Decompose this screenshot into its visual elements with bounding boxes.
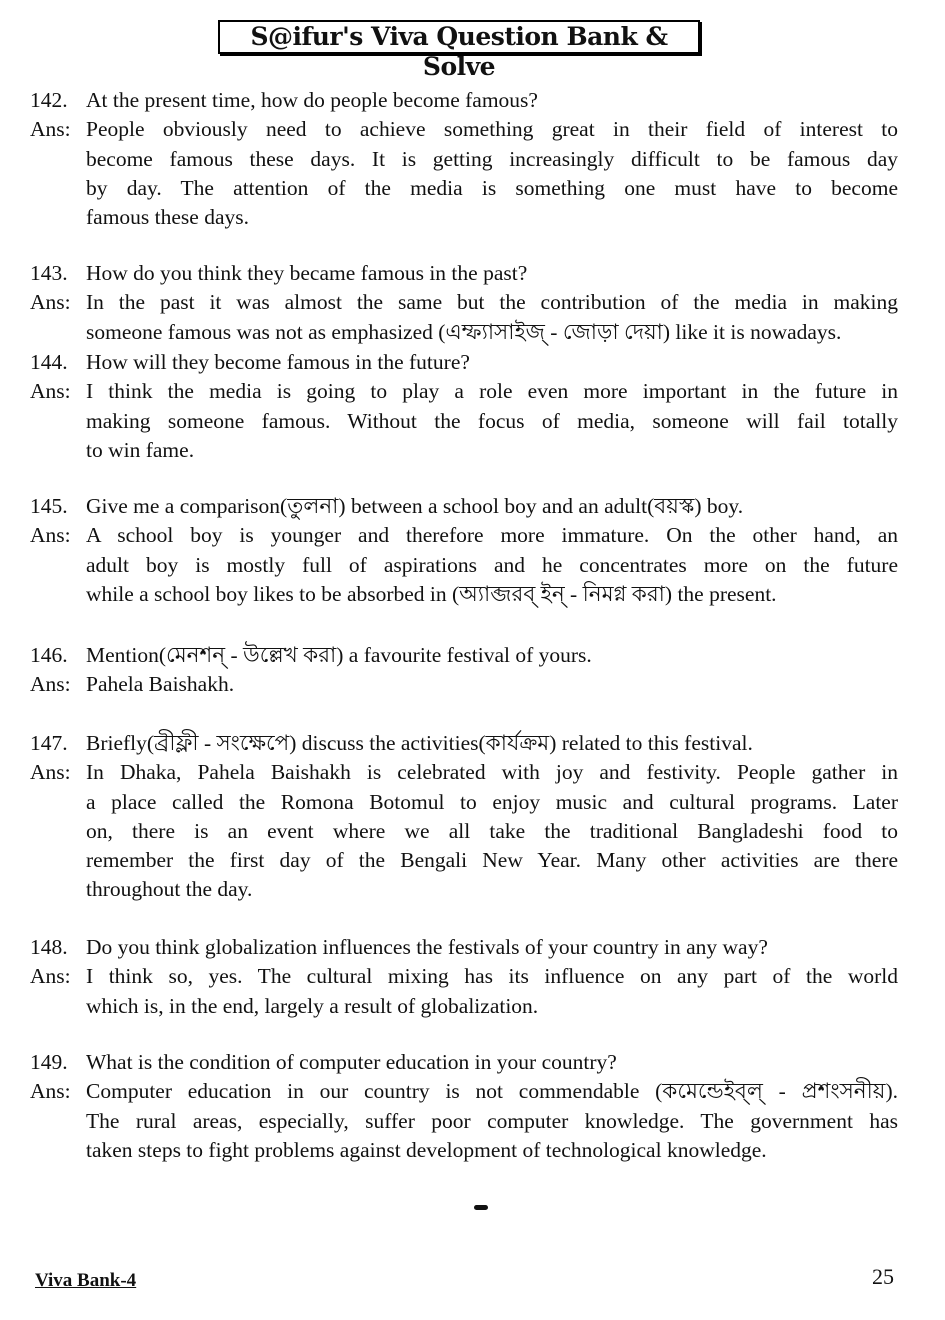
answer-line: while a school boy likes to be absorbed in (অ্যাব্জরব্ ইন্ - নিমগ্ন করা) the present. bbox=[86, 581, 777, 606]
question-row bbox=[30, 933, 898, 962]
question-line: At the present time, how do people become famous? bbox=[86, 88, 538, 112]
question-line: Briefly(ব্রীফ্লী - সংক্ষেপে) discuss the activities(কার্যক্রম) related to this festival. bbox=[86, 731, 753, 755]
question-text bbox=[86, 729, 898, 758]
answer-text bbox=[86, 377, 898, 465]
answer-line: People obviously need to achieve something great in their field of interest to bbox=[86, 117, 898, 142]
answer-line: by day. The attention of the media is something one must have to become bbox=[86, 175, 898, 200]
answer-line: which is, in the end, largely a result of globalization. bbox=[86, 993, 539, 1018]
answer-text bbox=[86, 962, 898, 1021]
question-line: Give me a comparison(তুলনা) between a school boy and an adult(বয়স্ক) boy. bbox=[86, 494, 744, 518]
answer-text bbox=[86, 115, 898, 232]
qa-item bbox=[30, 492, 898, 609]
answer-line: become famous these days. It is getting increasingly difficult to be famous day bbox=[86, 146, 898, 171]
answer-line: In Dhaka, Pahela Baishakh is celebrated with joy and festivity. People gather in bbox=[86, 760, 898, 785]
question-label: 142. bbox=[30, 88, 68, 112]
qa-item bbox=[30, 348, 898, 465]
answer-line: someone famous was not as emphasized (এম্ফ্যাসাইজ্ - জোড়া দেয়া) like it is nowadays. bbox=[86, 319, 842, 344]
answer-line: on, there is an event where we all take the traditional Bangladeshi food to bbox=[86, 818, 898, 843]
qa-item bbox=[30, 933, 898, 1021]
answer-row bbox=[30, 377, 898, 465]
answer-line: making someone famous. Without the focus of media, someone will fail totally bbox=[86, 408, 898, 433]
answer-text bbox=[86, 1077, 898, 1165]
question-label: 147. bbox=[30, 731, 68, 755]
question-text bbox=[86, 348, 898, 377]
qa-item bbox=[30, 641, 898, 700]
question-text bbox=[86, 933, 898, 962]
answer-line: to win fame. bbox=[86, 437, 195, 462]
answer-row bbox=[30, 1077, 898, 1165]
answer-row bbox=[30, 962, 898, 1021]
answer-line: throughout the day. bbox=[86, 877, 253, 902]
question-text bbox=[86, 259, 898, 288]
question-label: 146. bbox=[30, 643, 68, 667]
answer-row bbox=[30, 758, 898, 904]
question-text bbox=[86, 1048, 898, 1077]
answer-line: A school boy is younger and therefore more immature. On the other hand, an bbox=[86, 523, 898, 548]
answer-text bbox=[86, 758, 898, 904]
answer-label: Ans: bbox=[30, 290, 71, 315]
question-row bbox=[30, 1048, 898, 1077]
question-row bbox=[30, 86, 898, 115]
question-label: 149. bbox=[30, 1050, 68, 1074]
answer-line: famous these days. bbox=[86, 205, 250, 230]
footer-book-name: Viva Bank-4 bbox=[35, 1270, 137, 1291]
question-text bbox=[86, 641, 898, 670]
question-row bbox=[30, 729, 898, 758]
answer-label: Ans: bbox=[30, 964, 71, 989]
answer-line: Computer education in our country is not commendable (কমেন্ডেইব্ল্ - প্রশংসনীয়). bbox=[86, 1079, 898, 1104]
answer-label: Ans: bbox=[30, 672, 71, 697]
question-row bbox=[30, 348, 898, 377]
answer-label: Ans: bbox=[30, 760, 71, 785]
qa-item bbox=[30, 86, 898, 232]
answer-line: remember the first day of the Bengali New Year. Many other activities are there bbox=[86, 848, 898, 873]
question-label: 145. bbox=[30, 494, 68, 518]
question-text bbox=[86, 86, 898, 115]
question-text bbox=[86, 492, 898, 521]
question-label: 144. bbox=[30, 350, 68, 374]
question-row bbox=[30, 259, 898, 288]
question-line: Do you think globalization influences the festivals of your country in any way? bbox=[86, 935, 768, 959]
question-line: Mention(মেনশন্ - উল্লেখ করা) a favourite festival of yours. bbox=[86, 643, 592, 667]
answer-text bbox=[86, 521, 898, 609]
answer-row bbox=[30, 521, 898, 609]
question-line: How do you think they became famous in the past? bbox=[86, 261, 528, 285]
answer-line: a place called the Romona Botomul to enjoy music and cultural programs. Later bbox=[86, 789, 898, 814]
qa-item bbox=[30, 259, 898, 347]
decorative-mark bbox=[474, 1205, 488, 1210]
answer-text bbox=[86, 670, 898, 699]
answer-label: Ans: bbox=[30, 379, 71, 404]
page-header-title: S@ifur's Viva Question Bank & Solve bbox=[218, 20, 700, 54]
answer-line: adult boy is mostly full of aspirations and he concentrates more on the future bbox=[86, 552, 898, 577]
answer-line: I think so, yes. The cultural mixing has its influence on any part of the world bbox=[86, 964, 898, 989]
answer-row bbox=[30, 288, 898, 347]
answer-line: I think the media is going to play a role even more important in the future in bbox=[86, 379, 898, 404]
answer-line: taken steps to fight problems against development of technological knowledge. bbox=[86, 1137, 767, 1162]
qa-item bbox=[30, 1048, 898, 1165]
qa-item bbox=[30, 729, 898, 905]
answer-label: Ans: bbox=[30, 117, 71, 142]
answer-line: The rural areas, especially, suffer poor computer knowledge. The government has bbox=[86, 1108, 898, 1133]
answer-line: In the past it was almost the same but the contribution of the media in making bbox=[86, 290, 898, 315]
question-row bbox=[30, 492, 898, 521]
answer-row bbox=[30, 670, 898, 699]
answer-text bbox=[86, 288, 898, 347]
question-line: How will they become famous in the future? bbox=[86, 350, 470, 374]
question-label: 143. bbox=[30, 261, 68, 285]
page-number: 25 bbox=[872, 1264, 894, 1289]
question-row bbox=[30, 641, 898, 670]
question-label: 148. bbox=[30, 935, 68, 959]
answer-label: Ans: bbox=[30, 523, 71, 548]
answer-line: Pahela Baishakh. bbox=[86, 672, 235, 697]
question-line: What is the condition of computer education in your country? bbox=[86, 1050, 617, 1074]
answer-row bbox=[30, 115, 898, 232]
answer-label: Ans: bbox=[30, 1079, 71, 1104]
